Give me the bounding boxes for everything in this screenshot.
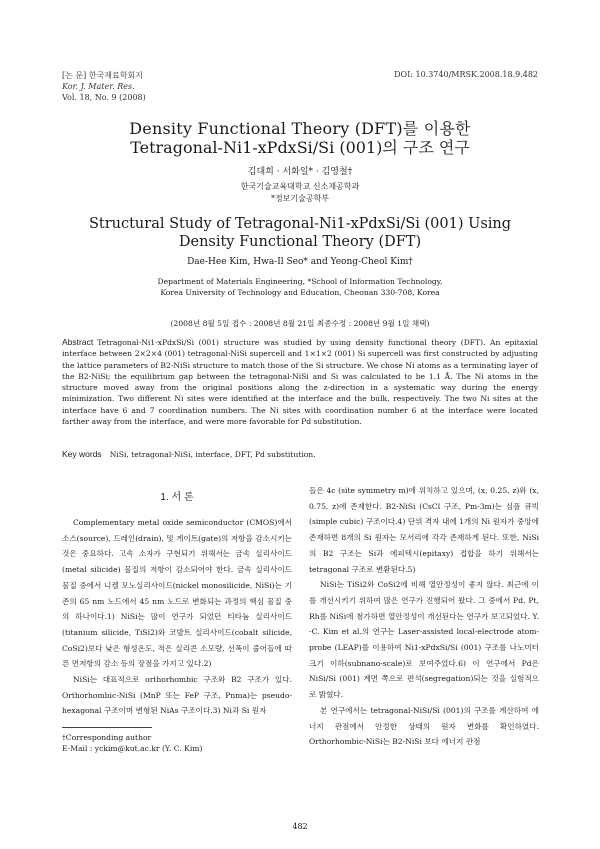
abstract-text: Tetragonal-Ni1-xPdxSi/Si (001) structure was studied by using density functional theory (DFT). An epitaxial interface between 2×2×4 (001) tetragonal-NiSi supercell and 1×1×2 (001) Si supercell was first constructed by adjusting the lattice parameters of B2-NiSi structure to match those of the Si structure. We chose Ni atoms as a terminating layer of the B2-NiSi; the equilibrium gap between the tetragonal-NiSi and Si was calculated to be 1.1 Å. The Ni atoms in the structure moved away from the original positions along the z-direction in a systematic way during the energy minimization. Two different Ni sites were identified at the interface and the bulk, respectively. The two Ni sites at the interface have 6 and 7 coordination numbers. The Ni sites with coordination number 6 at the interface were located farther away from the interface, and were more favorable for Pd substitution. [62,338,538,427]
left-column [62,515,292,719]
keywords-text: NiSi, tetragonal-NiSi, interface, DFT, Pd substitution. [109,450,316,459]
paragraph: NiSi는 TiSi2와 CoSi2에 비해 열안정성이 좋지 않다. 최근에 이를 개선시키기 위하여 많은 연구가 진행되어 왔다. 그 중에서 Pd, Pt, Rh를 NiSi에 첨가하면 열안정성이 개선된다는 연구가 보고되었다. Y. -C. Kim et al.의 연구는 Laser-assisted local-electrode atom-probe (LEAP)를 이용하여 Ni1-xPdxSi/Si (001) 구조를 나노미터 크기 이하(subnano-scale)로 보여주었다.6) 이 연구에서 Pd은 NiSi/Si (001) 계면 쪽으로 편석(segregation)되는 것을 실험적으로 밝혔다. [309,580,539,700]
korean-authors: 김대희 · 서화일* · 김영철† [247,167,353,177]
paragraph: NiSi는 대표적으로 orthorhombic 구조와 B2 구조가 있다. Orthorhombic-NiSi (MnP 또는 FeP 구조, Pnma)는 pseudo-hexagonal 구조이며 변형된 NiAs 구조이다.3) Ni과 Si 원자 [62,675,292,716]
abstract-label: Abstract [62,337,94,347]
corresponding-author: †Corresponding author [62,733,152,742]
section-title-introduction: 1. 서 론 [160,492,194,503]
journal-header [62,70,146,103]
korean-affiliation-1: 한국기술교육대학교 신소재공학과 [240,182,360,191]
journal-abbrev: Kor. J. Mater. Res. [62,82,135,91]
page-number: 482 [292,822,308,831]
korean-affiliation-2: *정보기술공학부 [270,194,330,203]
english-title-line2: Density Functional Theory (DFT) [178,234,422,250]
english-title-line1: Structural Study of Tetragonal-Ni1-xPdxSi/Si (001) Using [88,216,512,232]
keywords [62,449,538,459]
paragraph: 들은 4c (site symmetry m)에 위치하고 있으며, (x, 0.25, z)와 (x, 0.75, z)에 존재한다. B2-NiSi (CsCl 구조, Pm-3m)는 심플 큐빅 (simple cubic) 구조이다.4) 단위 격자 내에 1개의 Ni 원자가 중앙에 존재하면 8개의 Si 원자는 모서리에 각각 존재하게 된다. 또한, NiSi의 B2 구조는 Si과 에피텍시(epitaxy) 접합을 하기 위해서는 tetragonal 구조로 변환된다.5) [309,486,539,574]
doi: DOI: 10.3740/MRSK.2008.18.9.482 [394,70,538,79]
keywords-label: Key words [62,449,102,459]
footnote [62,732,202,754]
journal-korean-name: [논 문] 한국재료학회지 [62,71,143,80]
english-authors: Dae-Hee Kim, Hwa-Il Seo* and Yeong-Cheol Kim† [187,257,413,267]
abstract [62,337,538,427]
journal-volume: Vol. 18, No. 9 (2008) [62,93,146,102]
right-column [309,483,539,750]
korean-title-line2: Tetragonal-Ni1-xPdxSi/Si (001)의 구조 연구 [130,138,470,157]
paragraph: Complementary metal oxide semiconductor (CMOS)에서 소스(source), 드레인(drain), 및 게이트(gate)의 저항을 감소시키는 것은 중요하다. 고속 소자가 구현되기 위해서는 금속 실리사이드(metal silicide) 물질의 저항이 감소되어야 한다. 금속 실리사이드 물질 중에서 니켈 모노실리사이드(nickel monosilicide, NiSi)는 기존의 65 nm 노드에서 45 nm 노드로 변화되는 과정의 핵심 물질 중의 하나이다.1) NiSi는 많이 연구가 되었던 티타늄 실리사이드(titanium silicide, TiSi2)와 코발트 실리사이드(cobalt silicide, CoSi2)보다 낮은 형성온도, 적은 실리콘 소모량, 선폭이 줄어들에 따른 면저항의 감소 등의 장점을 가지고 있다.2) [62,518,292,669]
korean-title-line1: Density Functional Theory (DFT)를 이용한 [129,119,471,138]
footnote-divider [62,727,152,728]
received-dates: (2008년 8월 5일 접수 : 2008년 8월 21일 최종수정 : 2008년 9월 1일 채택) [170,319,430,328]
author-email: E-Mail : yckim@kut.ac.kr (Y. C. Kim) [62,744,203,753]
english-affiliation-2: Korea University of Technology and Education, Cheonan 330-708, Korea [160,288,440,297]
english-affiliation-1: Department of Materials Engineering, *School of Information Technology, [157,277,443,286]
paragraph: 본 연구에서는 tetragonal-NiSi/Si (001)의 구조를 계산하여 에너지 관점에서 안정한 상태의 원자 변화를 확인하였다. Orthorhombic-NiSi는 B2-NiSi 보다 에너지 관점 [309,705,539,747]
